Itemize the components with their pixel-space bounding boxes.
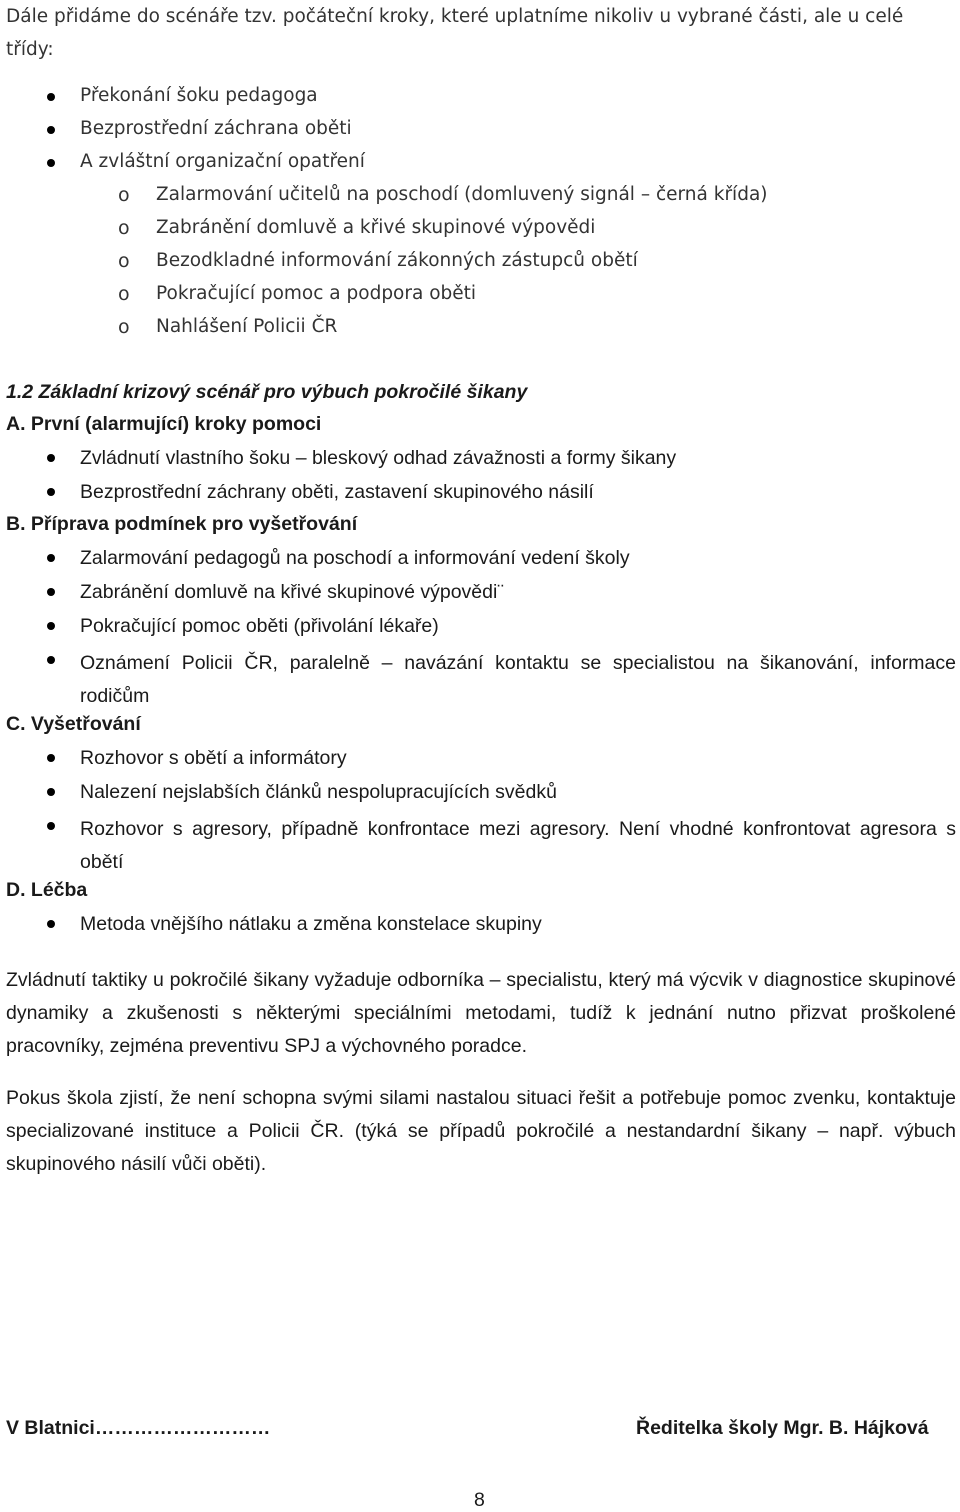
substep-item: Zabránění domluvě a křivé skupinové výpovědi — [156, 217, 596, 238]
bullet-icon — [47, 488, 55, 496]
subsection-heading-b: B. Příprava podmínek pro vyšetřování — [6, 513, 358, 535]
section-heading: 1.2 Základní krizový scénář pro výbuch pokročilé šikany — [6, 381, 528, 403]
list-item: Pokračující pomoc oběti (přivolání lékaře) — [80, 615, 439, 637]
step-item: Bezprostřední záchrana oběti — [80, 118, 352, 139]
bullet-icon — [47, 93, 55, 101]
bullet-icon — [47, 588, 55, 596]
circle-bullet-icon: o — [118, 250, 130, 272]
list-item: Zvládnutí vlastního šoku – bleskový odhad závažnosti a formy šikany — [80, 447, 677, 469]
bullet-icon — [47, 126, 55, 134]
list-item: Rozhovor s agresory, případně konfrontace mezi agresory. Není vhodné konfrontovat agresora s obětí — [80, 818, 956, 873]
subsection-heading-c: C. Vyšetřování — [6, 713, 141, 735]
circle-bullet-icon: o — [118, 184, 130, 206]
subsection-heading-d: D. Léčba — [6, 879, 88, 901]
page-number: 8 — [474, 1489, 485, 1511]
signature-place: V Blatnici……………………… — [6, 1417, 271, 1439]
signature-director: Ředitelka školy Mgr. B. Hájková — [636, 1417, 929, 1439]
bullet-icon — [47, 656, 55, 664]
substep-item: Pokračující pomoc a podpora oběti — [156, 283, 477, 304]
circle-bullet-icon: o — [118, 217, 130, 239]
circle-bullet-icon: o — [118, 316, 130, 338]
bullet-icon — [47, 788, 55, 796]
list-item: Metoda vnějšího nátlaku a změna konstelace skupiny — [80, 913, 542, 935]
substep-item: Nahlášení Policii ČR — [156, 316, 338, 337]
bullet-icon — [47, 159, 55, 167]
list-item: Oznámení Policii ČR, paralelně – navázání kontaktu se specialistou na šikanování, informace rodičům — [80, 652, 956, 707]
bullet-icon — [47, 554, 55, 562]
intro-paragraph: Dále přidáme do scénáře tzv. počáteční kroky, které uplatníme nikoliv u vybrané části, ale u celé třídy: — [6, 6, 904, 60]
step-item: Překonání šoku pedagoga — [80, 85, 318, 106]
list-item: Zalarmování pedagogů na poschodí a informování vedení školy — [80, 547, 630, 569]
bullet-icon — [47, 822, 55, 830]
substep-item: Zalarmování učitelů na poschodí (domluvený signál – černá křída) — [156, 184, 768, 205]
bullet-icon — [47, 454, 55, 462]
paragraph: Zvládnutí taktiky u pokročilé šikany vyžaduje odborníka – specialistu, který má výcvik v diagnostice skupinové dynamiky a zkušenosti s některými speciálními metodami, tudíž k jednání nutno přizvat proškolené pracovníky, zejména preventivu SPJ a výchovného poradce. — [6, 969, 956, 1057]
bullet-icon — [47, 920, 55, 928]
circle-bullet-icon: o — [118, 283, 130, 305]
substep-item: Bezodkladné informování zákonných zástupců obětí — [156, 250, 638, 271]
subsection-heading-a: A. První (alarmující) kroky pomoci — [6, 413, 322, 435]
list-item: Bezprostřední záchrany oběti, zastavení skupinového násilí — [80, 481, 594, 503]
paragraph: Pokus škola zjistí, že není schopna svými silami nastalou situaci řešit a potřebuje pomoc zvenku, kontaktuje specializované instituce a Policii ČR. (týká se případů pokročilé a nestandardní šikany – např. výbuch skupinového násilí vůči oběti). — [6, 1087, 956, 1175]
bullet-icon — [47, 622, 55, 630]
list-item: Rozhovor s obětí a informátory — [80, 747, 347, 769]
bullet-icon — [47, 754, 55, 762]
step-item: A zvláštní organizační opatření — [80, 151, 365, 172]
list-item: Zabránění domluvě na křivé skupinové výpovědi¨ — [80, 581, 504, 603]
list-item: Nalezení nejslabších článků nespolupracujících svědků — [80, 781, 557, 803]
